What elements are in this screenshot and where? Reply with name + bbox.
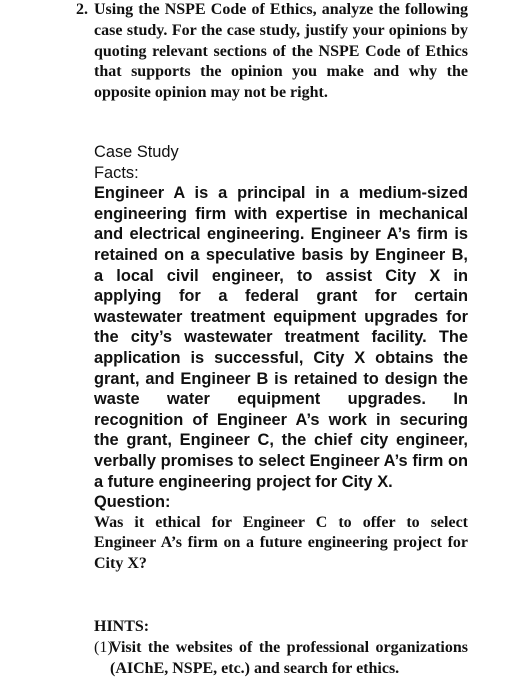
facts-label: Facts: — [94, 163, 139, 182]
question-block — [76, 0, 468, 104]
question-text: Using the NSPE Code of Ethics, analyze the following case study. For the case study, justify your opinions by quoting relevant sections of the NSPE Code of Ethics that supports the opinion you make and why the opposite opinion may not be right. — [94, 1, 468, 102]
question-label: Question: — [94, 493, 171, 512]
hint-item — [94, 638, 468, 680]
case-question-text: Was it ethical for Engineer C to offer to select Engineer A’s firm on a future engineering project for City X? — [94, 513, 468, 573]
hint-text: Visit the websites of the professional organizations (AIChE, NSPE, etc.) and search for ethics. — [110, 639, 468, 677]
case-study-heading: Case Study — [94, 143, 179, 161]
facts-text: Engineer A is a principal in a medium-sized engineering firm with expertise in mechanical and electrical engineering. Engineer A’s firm is retained on a speculative basis by Engineer B, a local civil engineer, to assist City X in applying for a federal grant for certain wastewater treatment equipment upgrades for the city’s wastewater treatment facility. The application is successful, City X obtains the grant, and Engineer B is retained to design the waste water equipment upgrades. In recognition of Engineer A’s work in securing the grant, Engineer C, the chief city engineer, verbally promises to select Engineer A’s firm on a future engineering project for City X. — [94, 184, 468, 491]
case-study-block — [94, 142, 468, 575]
question-number: 2. — [76, 1, 88, 18]
hints-title: HINTS: — [94, 618, 150, 635]
hint-number: (1) — [94, 639, 113, 656]
